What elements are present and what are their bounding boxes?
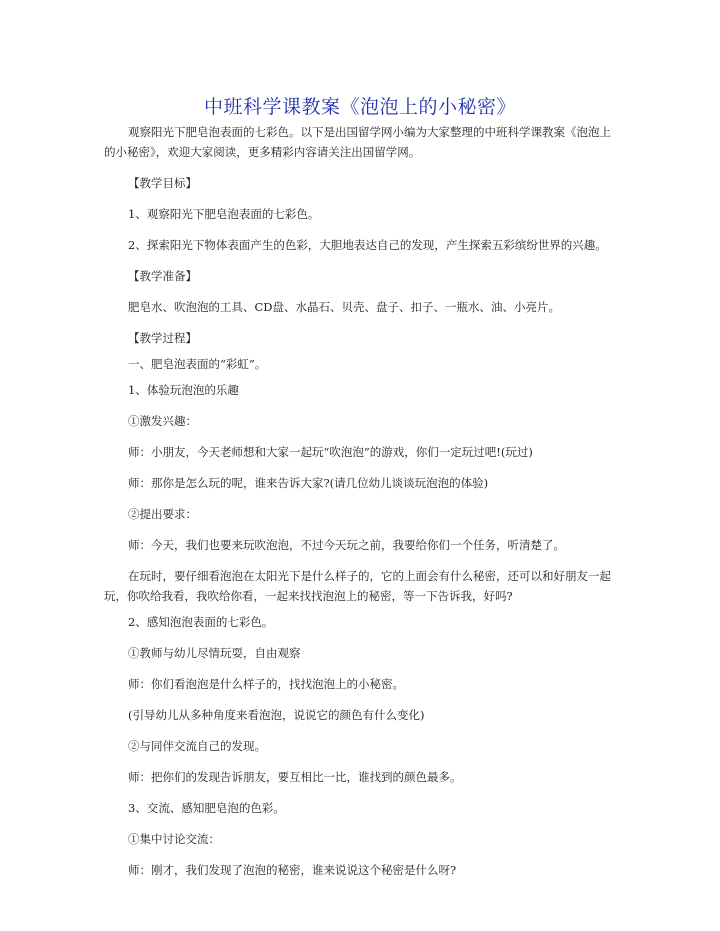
teacher-line: 师：你们看泡泡是什么样子的，找找泡泡上的小秘密。 [128,677,404,691]
section-heading-preparation: 【教学准备】 [128,269,197,283]
process-step-2: 2、感知泡泡表面的七彩色。 [128,615,274,629]
process-item: ①集中讨论交流： [128,832,220,846]
section-heading-goals: 【教学目标】 [128,176,197,190]
process-part-1: 一、肥皂泡表面的“彩虹”。 [128,357,267,371]
instruction-paragraph: 在玩时，要仔细看泡泡在太阳光下是什么样子的，它的上面会有什么秘密，还可以和好朋友一起玩，你吹给我看，我吹给你看，一起来找找泡泡上的秘密，等一下告诉我，好吗? [104,569,611,603]
teacher-line: 师：刚才，我们发现了泡泡的秘密，谁来说说这个秘密是什么呀? [128,863,457,877]
process-step-3: 3、交流、感知肥皂泡的色彩。 [128,801,285,815]
teacher-line: 师：小朋友，今天老师想和大家一起玩“吹泡泡”的游戏，你们一定玩过吧!(玩过) [128,445,533,459]
process-step-1: 1、体验玩泡泡的乐趣 [128,383,239,397]
goal-1: 1、观察阳光下肥皂泡表面的七彩色。 [128,207,320,221]
section-heading-process: 【教学过程】 [128,331,197,345]
document-body [104,122,616,880]
process-item: ①激发兴趣： [128,414,197,428]
process-item: ②与同伴交流自己的发现。 [128,739,266,753]
intro-paragraph: 观察阳光下肥皂泡表面的七彩色。以下是出国留学网小编为大家整理的中班科学课教案《泡泡上的小秘密》，欢迎大家阅读，更多精彩内容请关注出国留学网。 [104,125,611,159]
teacher-line: 师：今天，我们也要来玩吹泡泡，不过今天玩之前，我要给你们一个任务，听清楚了。 [128,538,565,552]
goal-2: 2、探索阳光下物体表面产生的色彩，大胆地表达自己的发现，产生探索五彩缤纷世界的兴趣。 [128,238,607,252]
teacher-line: 师：把你们的发现告诉朋友，要互相比一比，谁找到的颜色最多。 [128,770,462,784]
teacher-line: 师：那你是怎么玩的呢，谁来告诉大家?(请几位幼儿谈谈玩泡泡的体验) [128,476,489,490]
guidance-note: (引导幼儿从多种角度来看泡泡，说说它的颜色有什么变化) [128,708,425,722]
process-item: ①教师与幼儿尽情玩耍，自由观察 [128,646,301,660]
preparation-list: 肥皂水、吹泡泡的工具、CD盘、水晶石、贝壳、盘子、扣子、一瓶水、油、小亮片。 [128,300,561,314]
document-title: 中班科学课教案《泡泡上的小秘密》 [203,96,516,118]
process-item: ②提出要求： [128,507,197,521]
